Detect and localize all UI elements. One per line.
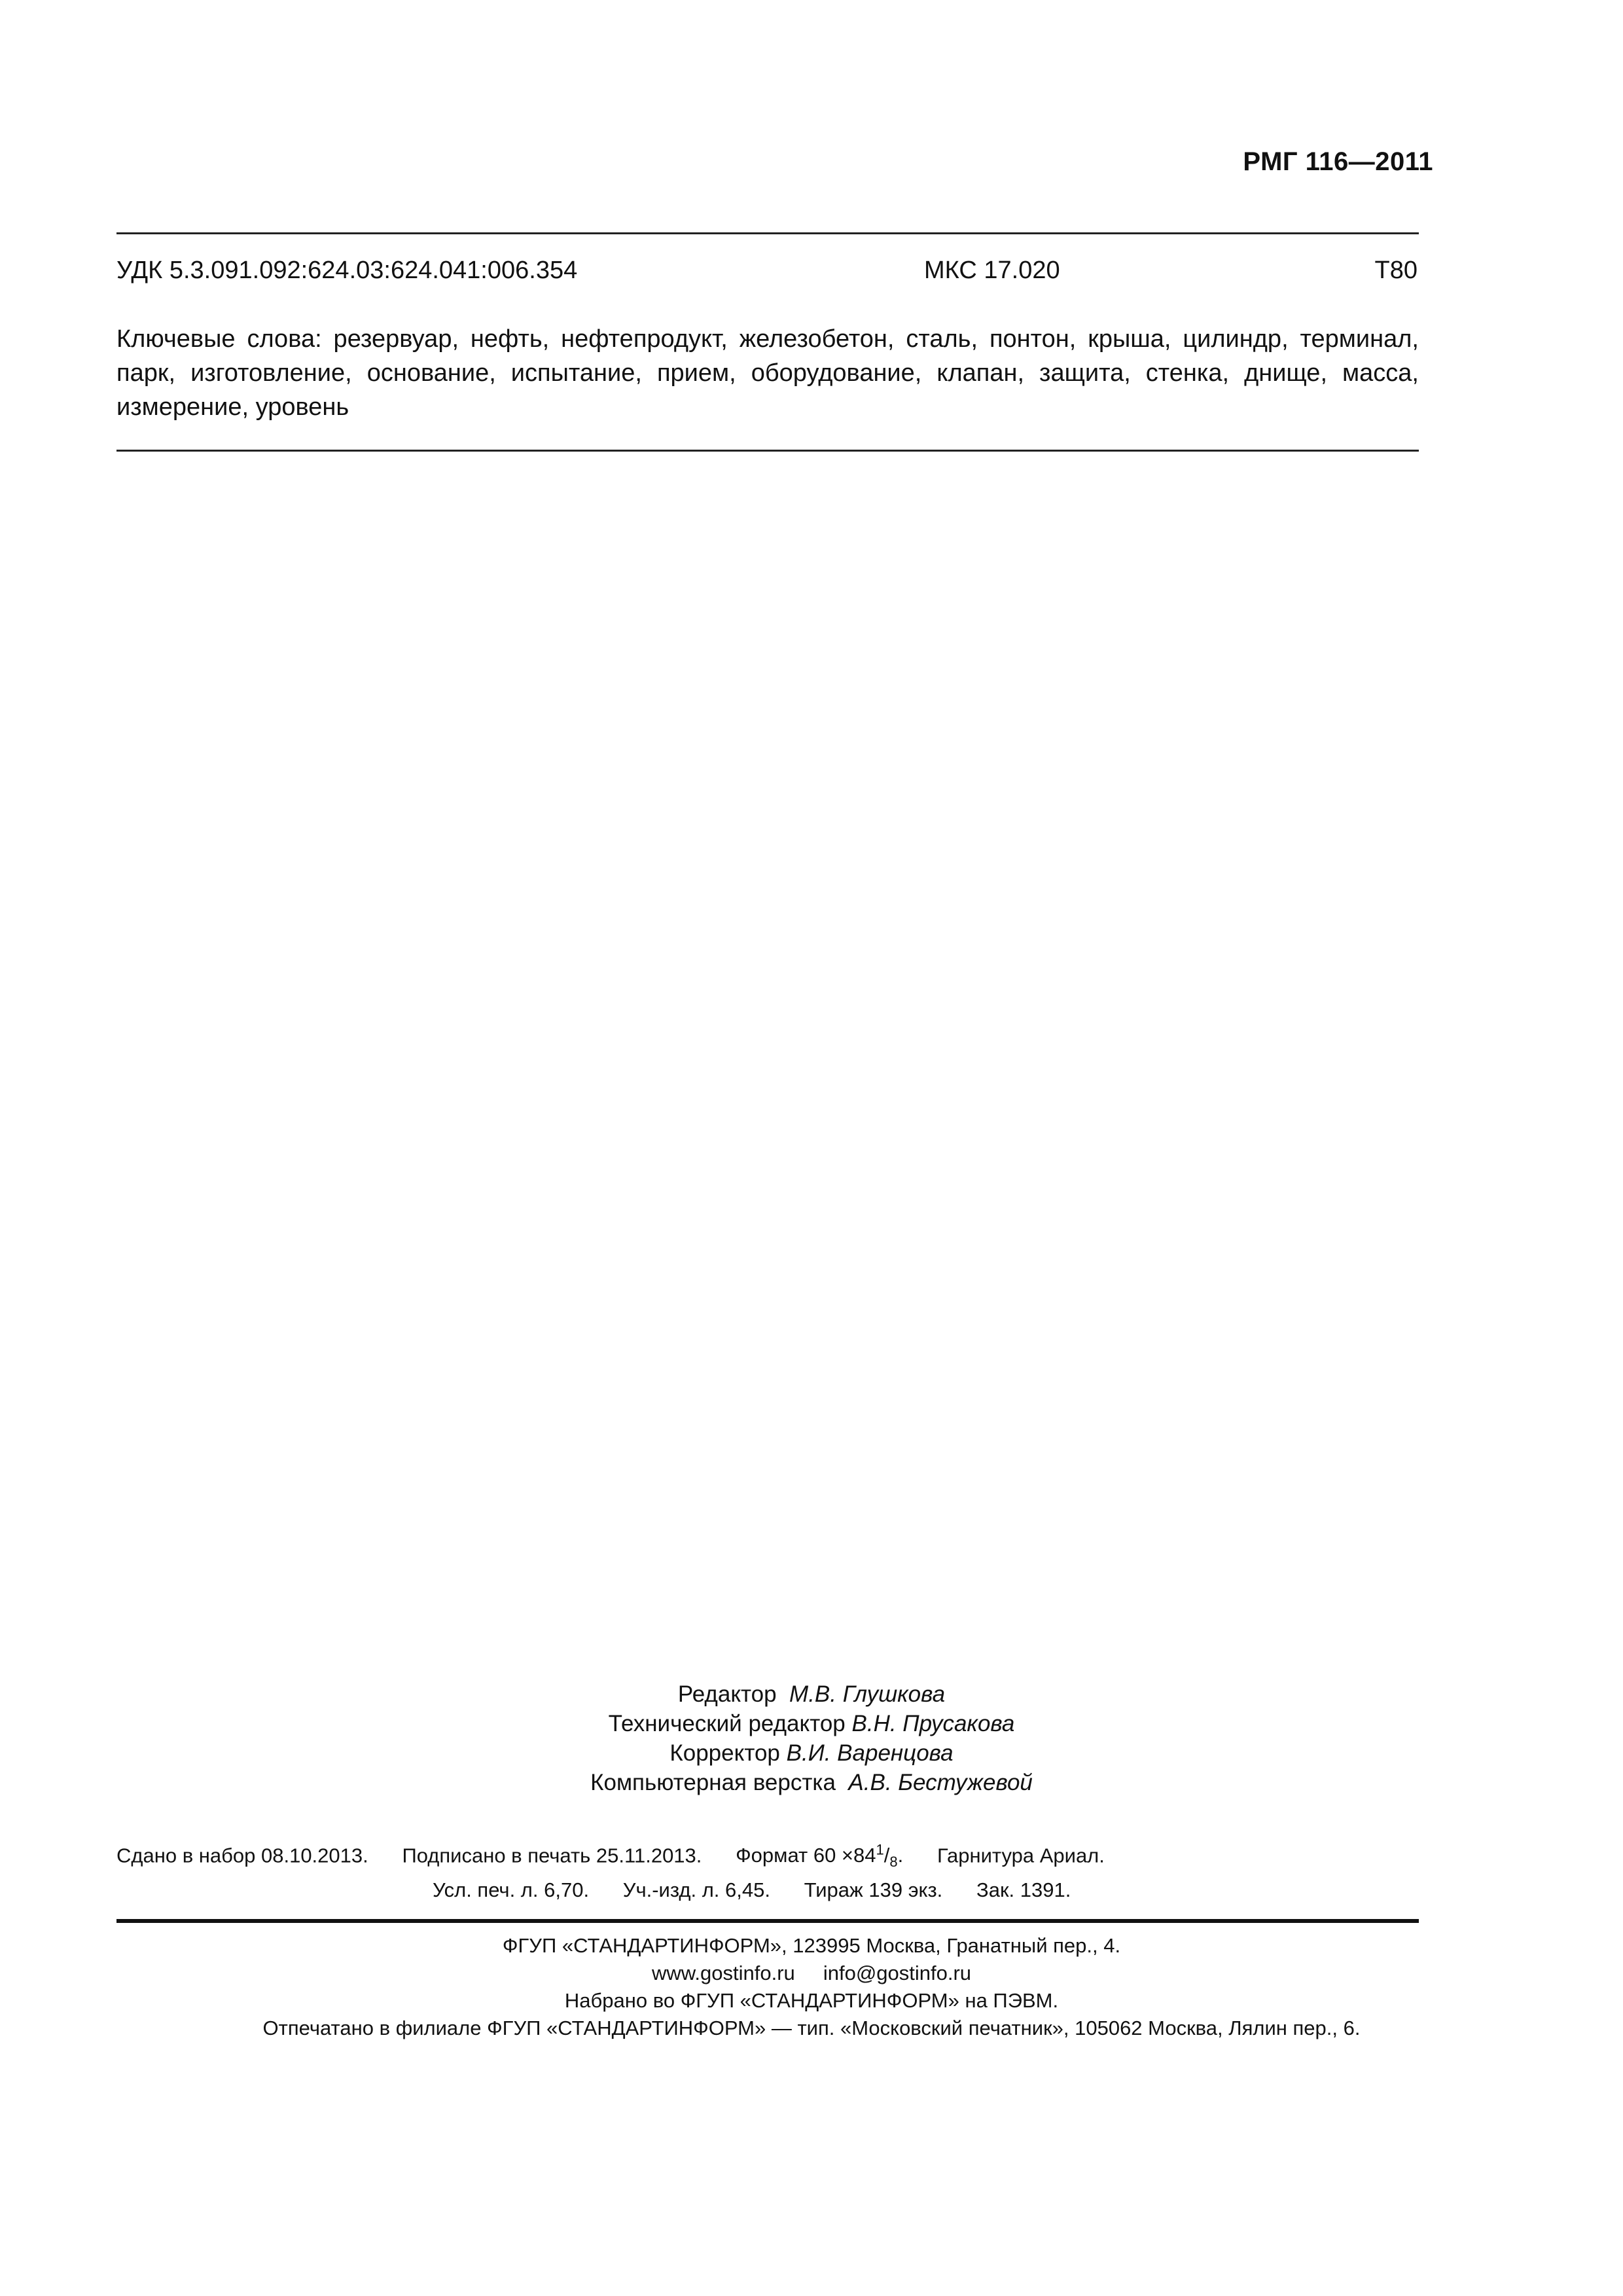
print-sheets: Усл. печ. л. 6,70. bbox=[433, 1878, 590, 1901]
publisher-block bbox=[0, 1932, 1623, 2042]
publisher-divider bbox=[116, 1919, 1419, 1923]
layout-line bbox=[0, 1768, 1623, 1797]
submitted-date: Сдано в набор 08.10.2013. bbox=[116, 1844, 368, 1867]
editor-name: М.В. Глушкова bbox=[789, 1681, 946, 1707]
signed-date: Подписано в печать 25.11.2013. bbox=[402, 1844, 702, 1867]
publisher-address: ФГУП «СТАНДАРТИНФОРМ», 123995 Москва, Гранатный пер., 4. bbox=[502, 1934, 1121, 1957]
printing-line-1 bbox=[116, 1837, 1419, 1876]
printed-note: Отпечатано в филиале ФГУП «СТАНДАРТИНФОРМ» — тип. «Московский печатник», 105062 Москва, Лялин пер., 6. bbox=[262, 2017, 1361, 2039]
tech-editor-label: Технический редактор bbox=[608, 1711, 846, 1736]
credits-block bbox=[0, 1679, 1623, 1797]
typeface: Гарнитура Ариал. bbox=[936, 1844, 1105, 1867]
editor-label: Редактор bbox=[677, 1681, 777, 1707]
publisher-contacts bbox=[0, 1960, 1623, 1987]
order-number: Зак. 1391. bbox=[976, 1878, 1071, 1901]
mks-code: МКС 17.020 bbox=[924, 257, 1060, 284]
paper-format: Формат $60 \times 84^1/_8$. bbox=[736, 1842, 904, 1871]
layout-label: Компьютерная верстка bbox=[590, 1770, 836, 1795]
printing-line-2 bbox=[116, 1876, 1419, 1904]
printing-info bbox=[116, 1837, 1419, 1904]
circulation: Тираж 139 экз. bbox=[804, 1878, 943, 1901]
website-link[interactable]: www.gostinfo.ru bbox=[651, 1962, 795, 1984]
keywords-divider bbox=[116, 450, 1419, 452]
document-code: РМГ 116—2011 bbox=[1243, 147, 1433, 176]
tech-editor-line bbox=[0, 1709, 1623, 1738]
top-divider bbox=[116, 232, 1419, 234]
publication-sheets: Уч.-изд. л. 6,45. bbox=[622, 1878, 770, 1901]
email-link[interactable]: info@gostinfo.ru bbox=[823, 1962, 972, 1984]
udk-code: УДК 5.3.091.092:624.03:624.041:006.354 bbox=[116, 257, 578, 284]
corrector-label: Корректор bbox=[669, 1740, 780, 1766]
classification-row bbox=[116, 257, 1419, 289]
editor-line bbox=[0, 1679, 1623, 1709]
layout-name: А.В. Бестужевой bbox=[848, 1770, 1033, 1795]
tech-editor-name: В.Н. Прусакова bbox=[851, 1711, 1015, 1736]
corrector-line bbox=[0, 1738, 1623, 1768]
corrector-name: В.И. Варенцова bbox=[786, 1740, 954, 1766]
typeset-note: Набрано во ФГУП «СТАНДАРТИНФОРМ» на ПЭВМ. bbox=[564, 1989, 1059, 2012]
group-code: Т80 bbox=[1374, 257, 1418, 284]
keywords-paragraph: Ключевые слова: резервуар, нефть, нефтепродукт, железобетон, сталь, понтон, крыша, цилиндр, терминал, парк, изготовление, основание, испытание, прием, оборудование, клапан, защита, стенка, днище, масса, измерение, уровень bbox=[116, 325, 1419, 421]
